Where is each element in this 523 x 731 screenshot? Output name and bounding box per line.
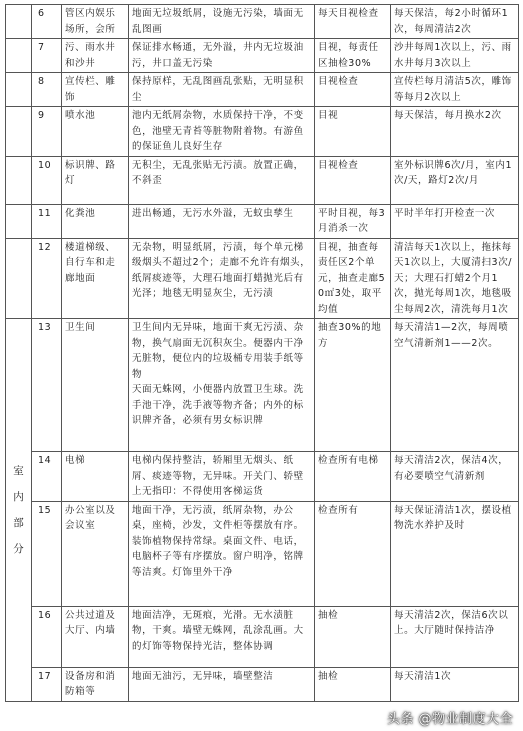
frequency-cell: 每天保洁，每月换水2次 xyxy=(391,107,519,157)
method-cell: 目视检查 xyxy=(315,73,391,107)
standard-cell: 地面无油污，无异味，墙壁整洁 xyxy=(129,667,315,701)
row-number: 17 xyxy=(32,667,62,701)
standard-cell: 池内无纸屑杂物，水质保持干净，不变色，池壁无青苔等脏物附着物。有游鱼的保证鱼儿良好生存 xyxy=(129,107,315,157)
row-number: 13 xyxy=(32,319,62,452)
place-cell: 公共过道及大厅、内墙 xyxy=(62,606,129,667)
standard-cell: 电梯内保持整洁，轿厢里无烟头、纸屑、痰迹等物，无异味。开关门、轿壁上无指印：不得使用客梯运货 xyxy=(129,452,315,502)
table-row xyxy=(6,204,519,238)
frequency-cell: 每天清洁2次，保洁6次以上。大厅随时保持洁净 xyxy=(391,606,519,667)
standard-cell: 保证排水畅通，无外溢，井内无垃圾油污，井口盖无污染 xyxy=(129,39,315,73)
method-cell: 目视检查 xyxy=(315,156,391,204)
category-cell xyxy=(6,319,32,702)
place-cell: 办公室以及会议室 xyxy=(62,501,129,606)
frequency-cell: 室外标识牌6次/月，室内1次/天，路灯2次/月 xyxy=(391,156,519,204)
table-row xyxy=(6,606,519,667)
method-cell: 抽检 xyxy=(315,667,391,701)
standard-cell: 地面无垃圾纸屑，设施无污染，墙面无乱图画 xyxy=(129,5,315,39)
frequency-cell: 沙井每周1次以上，污、雨水井每月3次以上 xyxy=(391,39,519,73)
category-cell-blank xyxy=(6,39,32,73)
method-cell: 抽查30%的地方 xyxy=(315,319,391,452)
row-number: 15 xyxy=(32,501,62,606)
frequency-cell: 平时半年打开检查一次 xyxy=(391,204,519,238)
category-cell-blank xyxy=(6,238,32,319)
table-row xyxy=(6,667,519,701)
category-cell-blank xyxy=(6,5,32,39)
category-cell-blank xyxy=(6,204,32,238)
method-cell: 检查所有 xyxy=(315,501,391,606)
frequency-cell: 每天清洁2次，保洁4次，有必要喷空气清新剂 xyxy=(391,452,519,502)
row-number: 10 xyxy=(32,156,62,204)
table-row xyxy=(6,319,519,452)
row-number: 14 xyxy=(32,452,62,502)
method-cell: 抽检 xyxy=(315,606,391,667)
table-row xyxy=(6,452,519,502)
row-number: 12 xyxy=(32,238,62,319)
watermark: 头条 @物业制度大全 xyxy=(386,712,513,727)
method-cell: 检查所有电梯 xyxy=(315,452,391,502)
standard-cell: 卫生间内无异味，地面干爽无污渍、杂物，换气扇面无沉积灰尘。便器内干净无脏物，便位内的垃圾桶专用装手纸等物 天面无蛛网，小便器内放置卫生球。洗手池干净，洗手液等物齐备；内外的标识牌齐备，必须有男女标识牌 xyxy=(129,319,315,452)
place-cell: 标识牌、路灯 xyxy=(62,156,129,204)
place-cell: 宣传栏、雕饰 xyxy=(62,73,129,107)
category-label: 室内部分 xyxy=(13,464,24,555)
frequency-cell: 每天清洁1次 xyxy=(391,667,519,701)
method-cell: 目视，抽查每责任区2个单元，抽查走廊50㎡3处，取平均值 xyxy=(315,238,391,319)
method-cell: 目视 xyxy=(315,107,391,157)
row-number: 9 xyxy=(32,107,62,157)
table-row xyxy=(6,39,519,73)
row-number: 8 xyxy=(32,73,62,107)
table-row xyxy=(6,501,519,606)
frequency-cell: 每天清洁1—2次，每周喷空气清新剂1——2次。 xyxy=(391,319,519,452)
table-row xyxy=(6,5,519,39)
row-number: 6 xyxy=(32,5,62,39)
standard-cell: 地面干净，无污渍，纸屑杂物，办公桌，座椅，沙发，文件柜等摆放有序。装饰植物保持常绿。桌面文件、电话，电脑杯子等有序摆放。窗户明净，铭牌等洁爽。灯饰里外干净 xyxy=(129,501,315,606)
frequency-cell: 清洁每天1次以上，拖抹每天1次以上，大厦清扫3次/天；大理石打蜡2个月1次，抛光每周1次，地毯吸尘每周2次，清洗每月1次 xyxy=(391,238,519,319)
standard-cell: 进出畅通，无污水外溢，无蚊虫孳生 xyxy=(129,204,315,238)
category-cell-blank xyxy=(6,73,32,107)
frequency-cell: 宣传栏每月清洁5次，雕饰等每月2次以上 xyxy=(391,73,519,107)
method-cell: 目视，每责任区抽检30% xyxy=(315,39,391,73)
category-cell-blank xyxy=(6,156,32,204)
frequency-cell: 每天保证清洁1次，摆设植物洗水养护及时 xyxy=(391,501,519,606)
place-cell: 污、雨水井和沙井 xyxy=(62,39,129,73)
method-cell: 平时目视，每3月消杀一次 xyxy=(315,204,391,238)
table-row xyxy=(6,73,519,107)
table-body xyxy=(6,5,519,702)
row-number: 7 xyxy=(32,39,62,73)
table-row xyxy=(6,156,519,204)
method-cell: 每天目视检查 xyxy=(315,5,391,39)
frequency-cell: 每天保洁，每2小时循环1次，每周清洁2次 xyxy=(391,5,519,39)
row-number: 16 xyxy=(32,606,62,667)
standard-cell: 保持原样，无乱图画乱张贴，无明显积尘 xyxy=(129,73,315,107)
row-number: 11 xyxy=(32,204,62,238)
place-cell: 管区内娱乐场所，会所 xyxy=(62,5,129,39)
place-cell: 楼道梯级、自行车和走廊地面 xyxy=(62,238,129,319)
category-cell-blank xyxy=(6,107,32,157)
standard-cell: 无积尘，无乱张贴无污渍。放置正确，不斜歪 xyxy=(129,156,315,204)
standard-cell: 地面洁净，无斑痕，光滑。无水渍脏物，干爽。墙壁无蛛网，乱涂乱画。大的灯饰等物保持光洁，整体协调 xyxy=(129,606,315,667)
table-row xyxy=(6,107,519,157)
standard-cell: 无杂物，明显纸屑，污渍，每个单元梯级烟头不超过2个；走廊不允许有烟头，纸屑痰迹等，大理石地面打蜡抛光后有光泽；地毯无明显灰尘，无污渍 xyxy=(129,238,315,319)
place-cell: 喷水池 xyxy=(62,107,129,157)
place-cell: 化粪池 xyxy=(62,204,129,238)
cleaning-standards-table xyxy=(5,4,519,702)
place-cell: 电梯 xyxy=(62,452,129,502)
place-cell: 设备房和消防箱等 xyxy=(62,667,129,701)
table-row xyxy=(6,238,519,319)
place-cell: 卫生间 xyxy=(62,319,129,452)
